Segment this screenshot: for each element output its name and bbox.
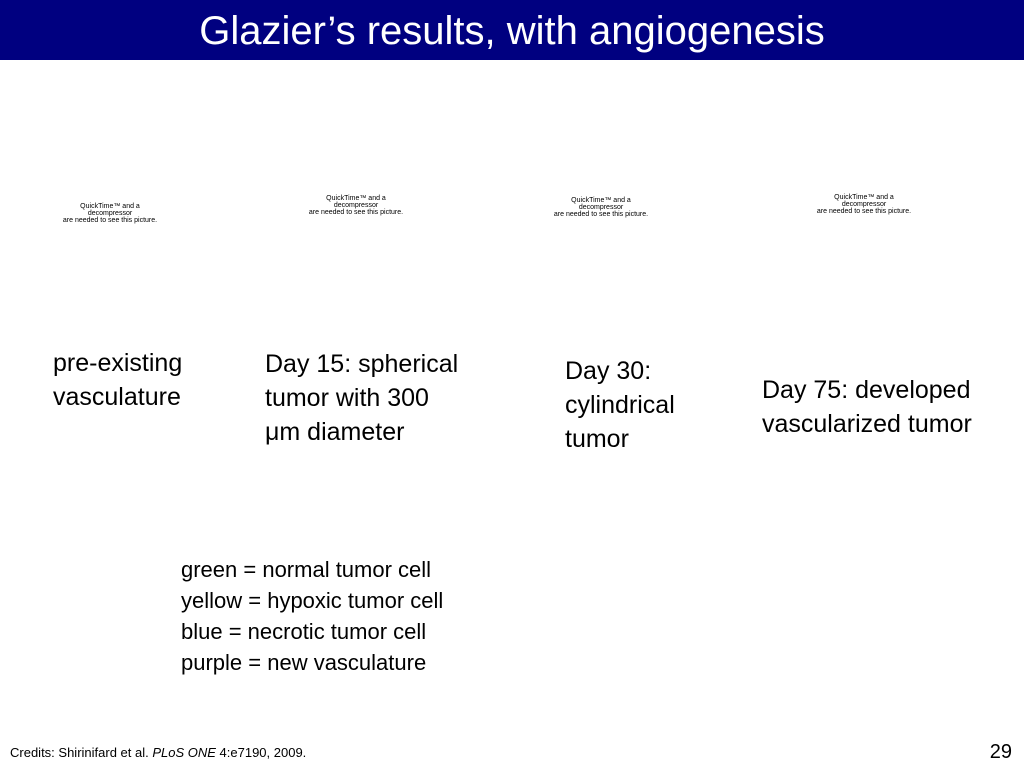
placeholder-text: are needed to see this picture.	[62, 217, 158, 224]
placeholder-text: decompressor	[841, 201, 887, 208]
caption-line: Day 15: spherical	[265, 350, 459, 378]
placeholder-text: are needed to see this picture.	[553, 211, 649, 218]
title-bar	[0, 0, 1024, 60]
page-number: 29	[989, 741, 1012, 763]
placeholder-text: decompressor	[333, 202, 379, 209]
caption-line: μm diameter	[265, 418, 405, 446]
legend-item-blue: blue = necrotic tumor cell	[181, 619, 427, 644]
credits-journal: PLoS ONE	[152, 745, 216, 760]
caption-day-30	[565, 354, 675, 456]
slide-title: Glazier’s results, with angiogenesis	[199, 9, 825, 53]
image-placeholder-3	[531, 197, 671, 218]
caption-line: vascularized tumor	[762, 410, 972, 438]
placeholder-text: QuickTime™ and a	[326, 195, 386, 202]
placeholder-text: QuickTime™ and a	[571, 197, 631, 204]
caption-line: vasculature	[53, 383, 181, 411]
placeholder-text: QuickTime™ and a	[834, 194, 894, 201]
placeholder-text: QuickTime™ and a	[80, 203, 140, 210]
caption-line: tumor	[565, 425, 629, 453]
caption-pre-existing	[53, 346, 182, 414]
image-placeholder-1	[40, 203, 180, 224]
caption-line: Day 75: developed	[762, 376, 971, 404]
caption-line: pre-existing	[53, 349, 183, 377]
placeholder-text: decompressor	[87, 210, 133, 217]
credits-suffix: 4:e7190, 2009.	[215, 745, 307, 760]
image-placeholder-2	[286, 195, 426, 216]
credits	[10, 745, 306, 761]
legend-item-yellow: yellow = hypoxic tumor cell	[181, 588, 444, 613]
caption-line: cylindrical	[565, 391, 675, 419]
legend-item-green: green = normal tumor cell	[181, 557, 432, 582]
caption-day-75	[762, 373, 972, 441]
placeholder-text: are needed to see this picture.	[816, 208, 912, 215]
caption-line: tumor with 300	[265, 384, 429, 412]
legend-item-purple: purple = new vasculature	[181, 650, 427, 675]
color-legend	[181, 554, 443, 678]
image-placeholder-4	[794, 194, 934, 215]
placeholder-text: are needed to see this picture.	[308, 209, 404, 216]
credits-prefix: Credits: Shirinifard et al.	[10, 745, 153, 760]
placeholder-text: decompressor	[578, 204, 624, 211]
caption-day-15	[265, 347, 458, 449]
caption-line: Day 30:	[565, 357, 652, 385]
